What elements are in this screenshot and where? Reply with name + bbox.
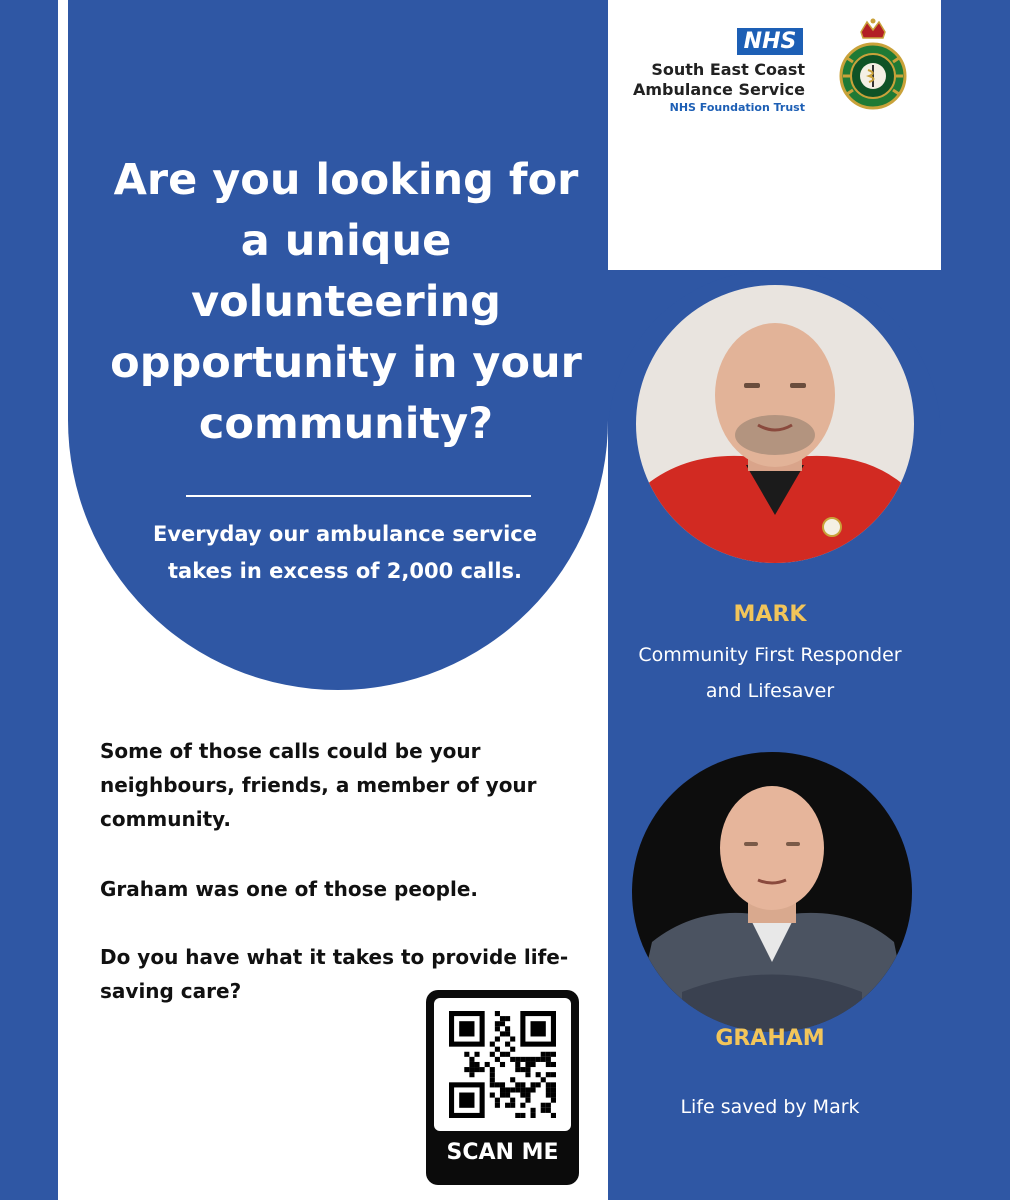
mark-role-line-1: Community First Responder	[638, 644, 902, 666]
qr-code-card[interactable]	[426, 990, 579, 1185]
mark-portrait	[636, 285, 914, 563]
divider-line	[186, 495, 531, 497]
mark-role-line-2: and Lifesaver	[705, 680, 835, 702]
logo-line-3: NHS Foundation Trust	[669, 101, 805, 114]
body-paragraph-2: Graham was one of those people.	[100, 877, 478, 901]
calls-statistic: Everyday our ambulance service takes in excess of 2,000 calls.	[153, 522, 537, 583]
qr-code[interactable]	[434, 998, 571, 1131]
ambulance-crest-icon	[833, 18, 913, 118]
graham-name: GRAHAM	[715, 1026, 825, 1051]
qr-code-icon	[448, 1011, 557, 1118]
nhs-badge: NHS	[737, 28, 803, 55]
body-paragraph-1: Some of those calls could be your neighbours, friends, a member of your community.	[100, 739, 537, 831]
graham-portrait	[632, 752, 912, 1032]
mark-name: MARK	[733, 602, 807, 627]
scan-me-label: SCAN ME	[446, 1140, 559, 1165]
body-paragraph-3: Do you have what it takes to provide life-saving care?	[100, 945, 569, 1003]
graham-caption: Life saved by Mark	[680, 1096, 860, 1118]
sec-amb-logo	[615, 28, 915, 128]
headline: Are you looking for a unique volunteering opportunity in your community?	[110, 155, 582, 449]
logo-line-2: Ambulance Service	[633, 80, 805, 99]
logo-line-1: South East Coast	[651, 60, 805, 79]
